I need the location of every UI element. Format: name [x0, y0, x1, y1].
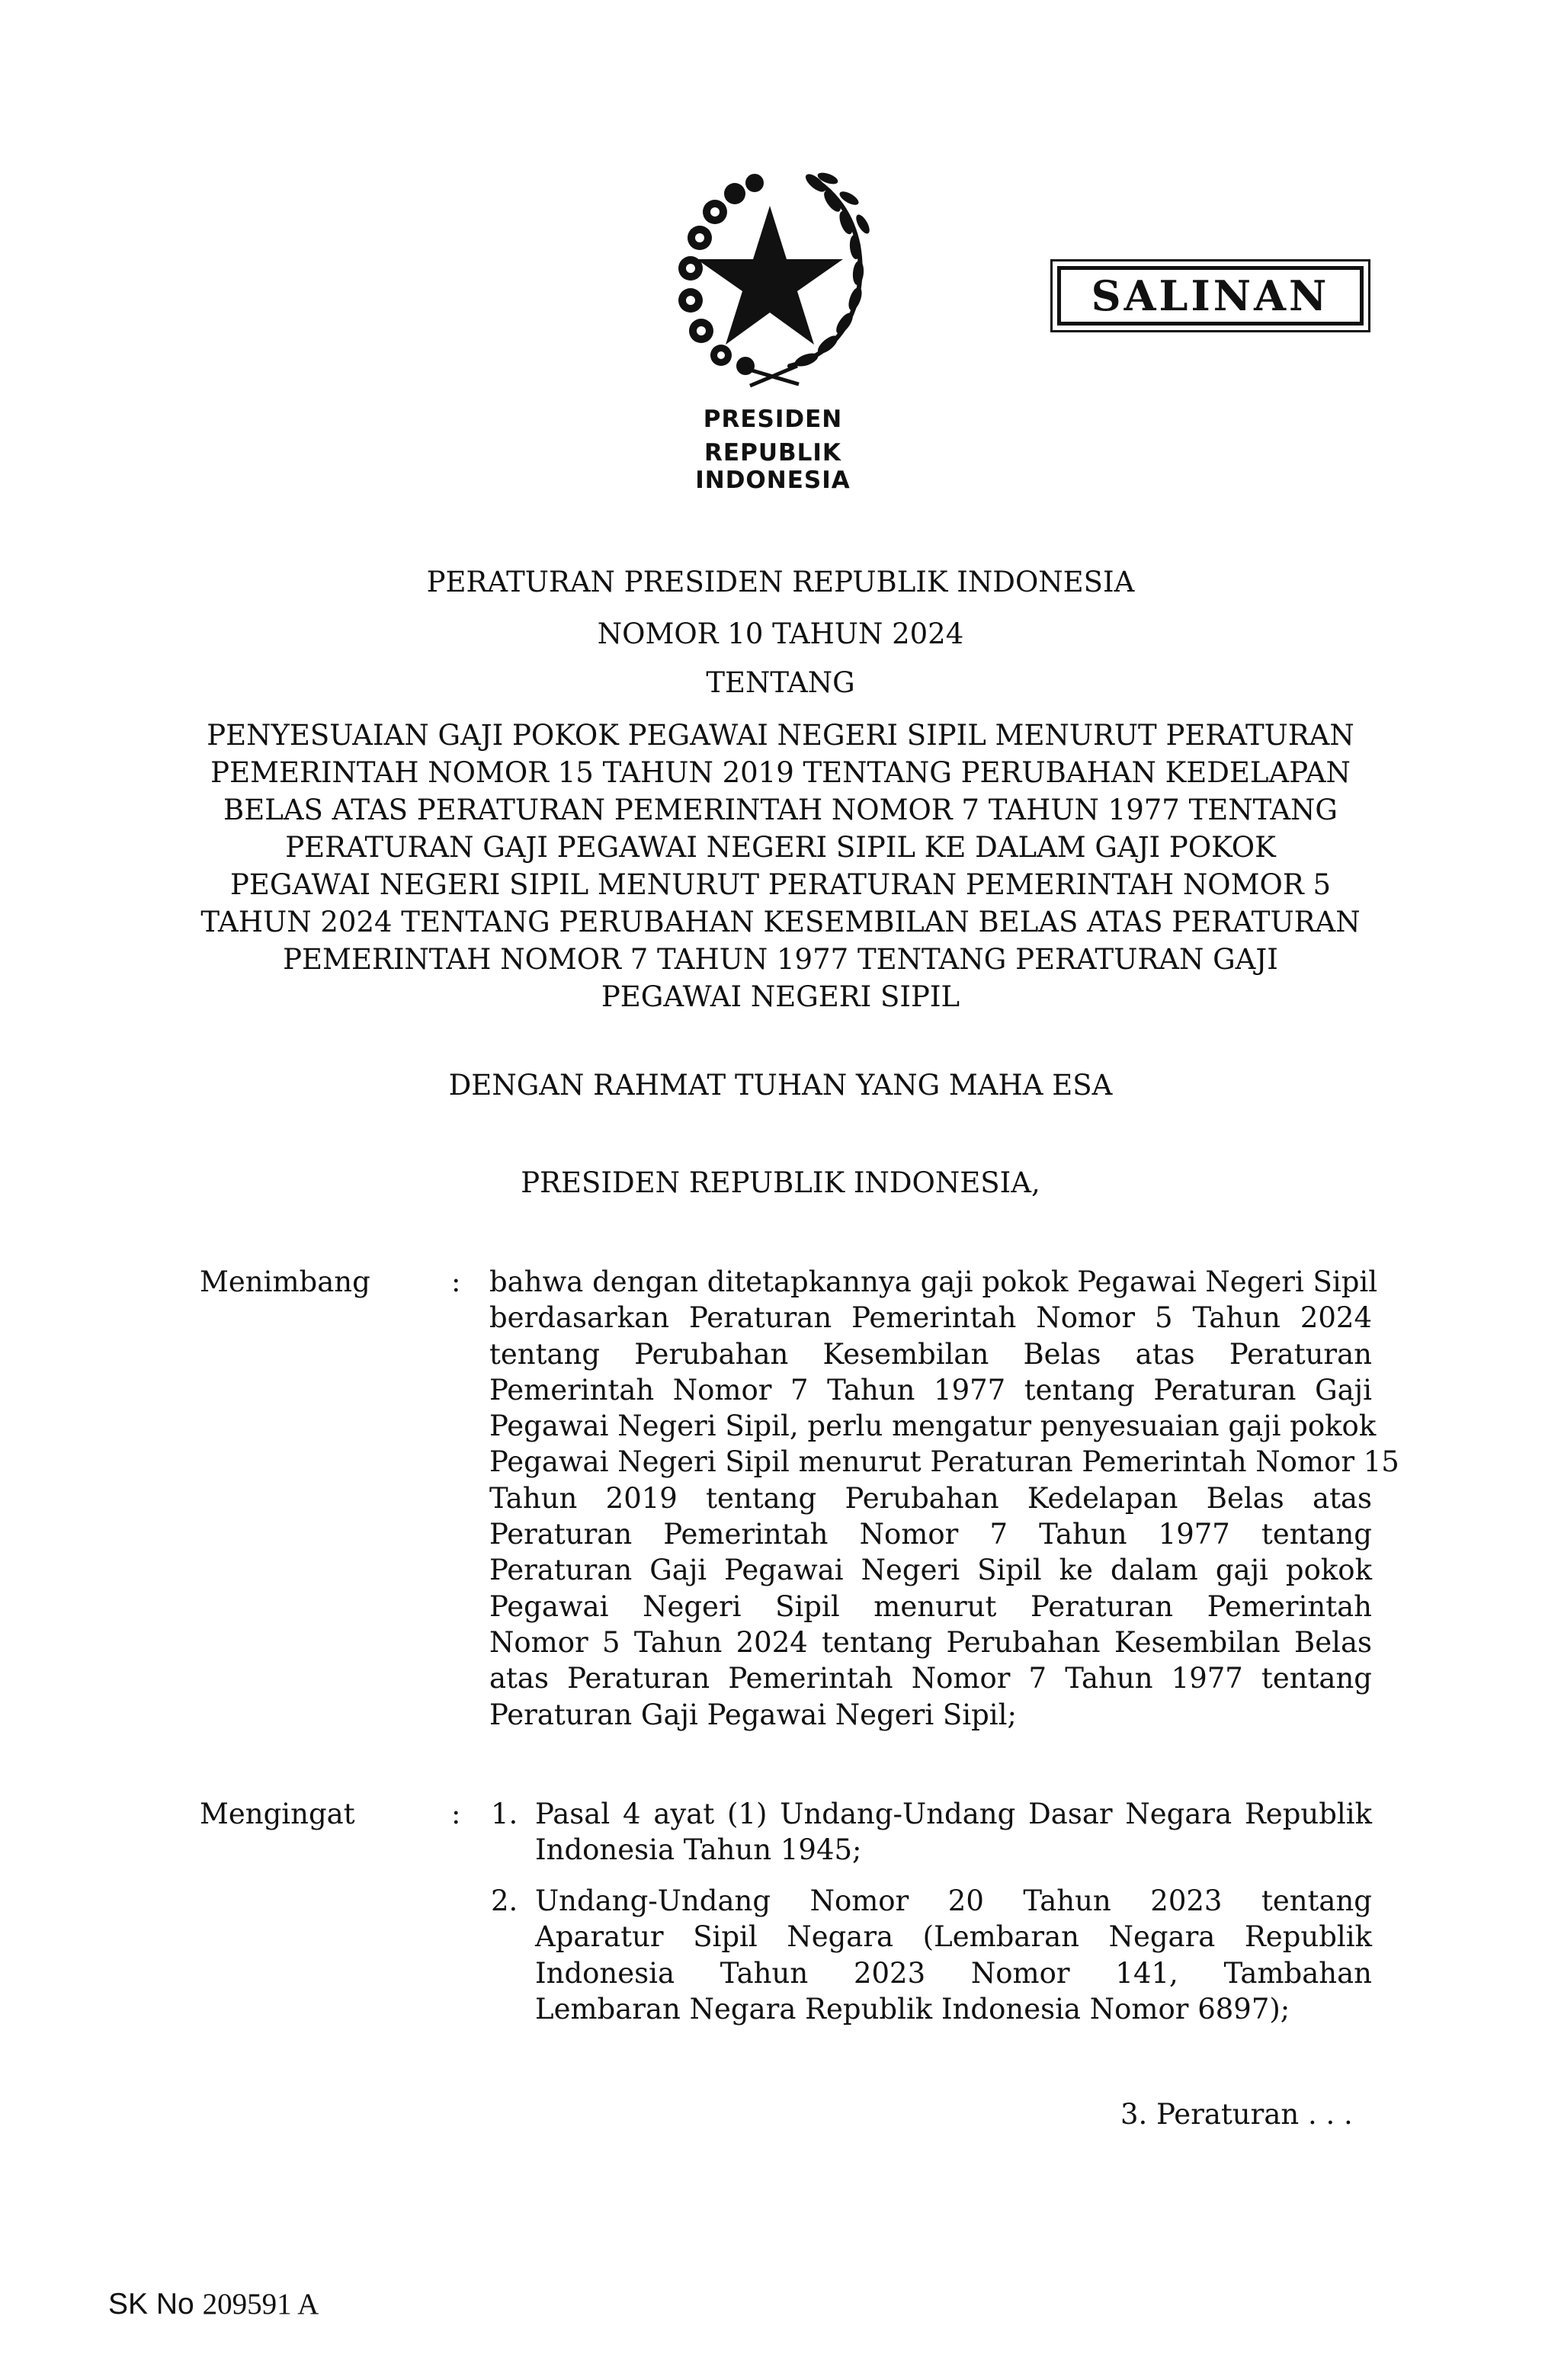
- subject-line: BELAS ATAS PERATURAN PEMERINTAH NOMOR 7 TAHUN 1977 TENTANG: [223, 794, 1338, 826]
- paragraph-line: Lembaran Negara Republik Indonesia Nomor 6897);: [535, 1992, 1290, 2026]
- paragraph-line: Peraturan Pemerintah Nomor 7 Tahun 1977 tentang: [489, 1518, 1372, 1551]
- presidential-emblem-icon: [655, 162, 884, 390]
- paragraph-line: Tahun 2019 tentang Perubahan Kedelapan Belas atas: [489, 1481, 1372, 1515]
- paragraph-line: Pegawai Negeri Sipil menurut Peraturan Pemerintah: [489, 1589, 1372, 1623]
- issuer-line: PRESIDEN REPUBLIK INDONESIA,: [521, 1166, 1040, 1199]
- document-code-prefix: SK No: [108, 2288, 194, 2321]
- salinan-stamp: [1050, 259, 1370, 332]
- paragraph-line: bahwa dengan ditetapkannya gaji pokok Pegawai Negeri Sipil: [489, 1265, 1378, 1298]
- document-type: PERATURAN PRESIDEN REPUBLIK INDONESIA: [426, 566, 1135, 598]
- paragraph-line: Indonesia Tahun 1945;: [535, 1833, 862, 1867]
- emblem-star: [697, 206, 843, 345]
- mengingat-item-1: [535, 1796, 1372, 1868]
- emblem-ribbon: [747, 366, 799, 386]
- blessing-line: DENGAN RAHMAT TUHAN YANG MAHA ESA: [448, 1069, 1113, 1102]
- paragraph-line: Aparatur Sipil Negara (Lembaran Negara Republik: [535, 1920, 1372, 1954]
- paragraph-line: Pemerintah Nomor 7 Tahun 1977 tentang Peraturan Gaji: [489, 1373, 1372, 1407]
- mengingat-item-2: [535, 1883, 1372, 2027]
- subject-line: PEGAWAI NEGERI SIPIL MENURUT PERATURAN PEMERINTAH NOMOR 5: [229, 868, 1332, 901]
- paragraph-line: berdasarkan Peraturan Pemerintah Nomor 5 Tahun 2024: [489, 1301, 1372, 1335]
- mengingat-colon: :: [451, 1798, 461, 1830]
- mengingat-item-number: 2.: [491, 1884, 518, 1917]
- paragraph-line: Pegawai Negeri Sipil, perlu mengatur penyesuaian gaji pokok: [489, 1410, 1377, 1443]
- mengingat-label: Mengingat: [200, 1798, 355, 1830]
- emblem-title-presiden: PRESIDEN: [703, 406, 843, 433]
- subject-line: PEGAWAI NEGERI SIPIL: [601, 980, 960, 1013]
- continuation-marker: 3. Peraturan . . .: [1120, 2098, 1353, 2131]
- paragraph-line: Peraturan Gaji Pegawai Negeri Sipil ke dalam gaji pokok: [489, 1554, 1372, 1587]
- document-tentang: TENTANG: [706, 666, 855, 699]
- paragraph-line: Indonesia Tahun 2023 Nomor 141, Tambahan: [535, 1956, 1372, 1990]
- paragraph-line: Pasal 4 ayat (1) Undang-Undang Dasar Negara Republik: [535, 1798, 1372, 1830]
- paragraph-line: atas Peraturan Pemerintah Nomor 7 Tahun 1977 tentang: [489, 1662, 1372, 1695]
- subject-line: PERATURAN GAJI PEGAWAI NEGERI SIPIL KE DALAM GAJI POKOK: [285, 831, 1276, 864]
- subject-line: TAHUN 2024 TENTANG PERUBAHAN KESEMBILAN BELAS ATAS PERATURAN: [200, 906, 1361, 938]
- salinan-stamp-label: SALINAN: [1057, 266, 1364, 326]
- document-code-number: 209591 A: [202, 2288, 319, 2321]
- subject-line: PENYESUAIAN GAJI POKOK PEGAWAI NEGERI SIPIL MENURUT PERATURAN: [207, 719, 1354, 752]
- paragraph-line: Peraturan Gaji Pegawai Negeri Sipil;: [489, 1698, 1017, 1731]
- menimbang-paragraph: [489, 1264, 1399, 1733]
- emblem-title-republik: REPUBLIK INDONESIA: [695, 439, 851, 494]
- document-code: [108, 2287, 319, 2321]
- mengingat-item-number: 1.: [491, 1798, 518, 1830]
- menimbang-label: Menimbang: [200, 1265, 370, 1298]
- subject-line: PEMERINTAH NOMOR 7 TAHUN 1977 TENTANG PERATURAN GAJI: [283, 943, 1278, 976]
- document-subject: [152, 717, 1409, 1015]
- paragraph-line: tentang Perubahan Kesembilan Belas atas Peraturan: [489, 1337, 1372, 1371]
- paragraph-line: Nomor 5 Tahun 2024 tentang Perubahan Kesembilan Belas: [489, 1625, 1372, 1659]
- paragraph-line: Undang-Undang Nomor 20 Tahun 2023 tentang: [535, 1884, 1372, 1917]
- paragraph-line: Pegawai Negeri Sipil menurut Peraturan Pemerintah Nomor 15: [489, 1445, 1399, 1479]
- subject-line: PEMERINTAH NOMOR 15 TAHUN 2019 TENTANG PERUBAHAN KEDELAPAN: [210, 756, 1351, 789]
- menimbang-colon: :: [451, 1265, 461, 1298]
- document-number: NOMOR 10 TAHUN 2024: [597, 617, 964, 650]
